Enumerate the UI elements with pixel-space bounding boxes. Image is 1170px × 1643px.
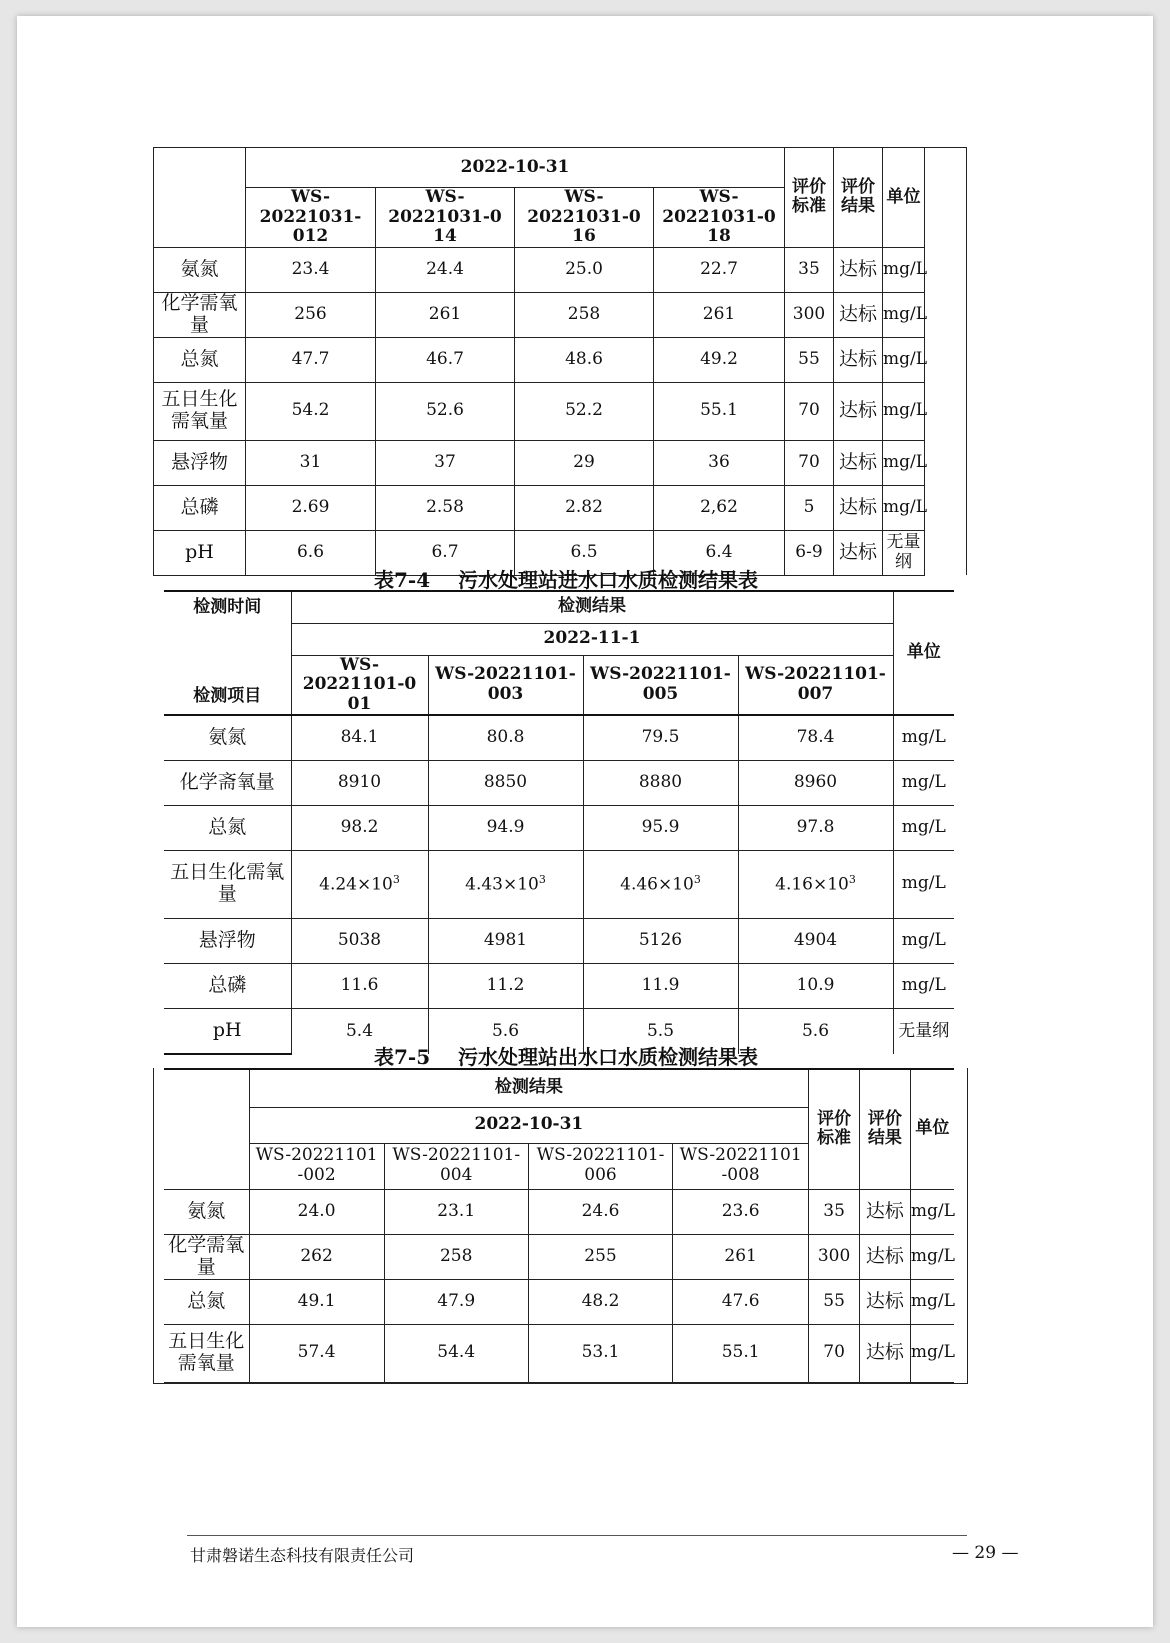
table-7-5-caption: 表7-5 污水处理站出水口水质检测结果表 [374, 1045, 758, 1069]
value-cell: 23.4 [246, 247, 376, 292]
unit-cell: mg/L [883, 382, 925, 440]
std-header: 评价 标准 [809, 1069, 860, 1189]
value-cell: 54.4 [384, 1324, 528, 1382]
table-row [164, 1189, 954, 1234]
standard-cell: 300 [785, 292, 834, 337]
standard-cell: 55 [785, 337, 834, 382]
value-cell: 8910 [291, 760, 428, 805]
unit-cell: mg/L [883, 292, 925, 337]
result-cell: 达标 [860, 1279, 911, 1324]
item-cell: 五日生化需氧 量 [164, 850, 291, 918]
value-cell: 5.6 [428, 1008, 583, 1054]
date-header: 2022-10-31 [246, 148, 785, 188]
value-cell: 11.6 [291, 963, 428, 1008]
table-row [164, 760, 954, 805]
result-cell: 达标 [834, 292, 883, 337]
value-cell: 4981 [428, 918, 583, 963]
table-row [164, 805, 954, 850]
date-header: 2022-10-31 [249, 1107, 809, 1143]
unit-cell: mg/L [893, 850, 954, 918]
sample-id-header: WS-20221031-0 18 [654, 188, 785, 248]
value-cell: 25.0 [515, 247, 654, 292]
value-cell: 10.9 [738, 963, 893, 1008]
result-header: 检测结果 [291, 591, 893, 623]
value-cell: 52.2 [515, 382, 654, 440]
table-row [164, 850, 954, 918]
item-cell: pH [154, 530, 246, 575]
value-cell: 6.4 [654, 530, 785, 575]
result-cell: 达标 [834, 247, 883, 292]
item-cell: 五日生化 需氧量 [164, 1324, 249, 1382]
table-7-4-inlet-water-quality [164, 590, 954, 1055]
value-cell: 78.4 [738, 715, 893, 760]
unit-cell: mg/L [910, 1234, 954, 1279]
standard-cell: 35 [785, 247, 834, 292]
value-cell: 262 [249, 1234, 384, 1279]
value-cell: 47.7 [246, 337, 376, 382]
table-continued-inlet-results [153, 147, 967, 576]
table-row [154, 382, 967, 440]
value-cell: 79.5 [583, 715, 738, 760]
value-cell: 8850 [428, 760, 583, 805]
date-header: 2022-11-1 [291, 623, 893, 655]
value-cell: 255 [528, 1234, 672, 1279]
item-cell: 化学斋氧量 [164, 760, 291, 805]
value-cell: 22.7 [654, 247, 785, 292]
value-cell: 258 [515, 292, 654, 337]
sample-id-header: WS-20221031- 012 [246, 188, 376, 248]
table-row [164, 918, 954, 963]
result-cell: 达标 [860, 1234, 911, 1279]
sample-id-header: WS-20221101-005 [583, 655, 738, 715]
value-cell: 6.6 [246, 530, 376, 575]
value-cell: 29 [515, 440, 654, 485]
result-cell: 达标 [860, 1189, 911, 1234]
value-cell: 261 [673, 1234, 809, 1279]
value-cell: 57.4 [249, 1324, 384, 1382]
value-cell: $4.24\times 10^3$ [291, 850, 428, 918]
value-cell: 97.8 [738, 805, 893, 850]
standard-cell: 55 [809, 1279, 860, 1324]
value-cell: 2.82 [515, 485, 654, 530]
value-cell: 256 [246, 292, 376, 337]
sample-id-header: WS-20221031-0 16 [515, 188, 654, 248]
unit-cell: mg/L [910, 1279, 954, 1324]
value-cell: 98.2 [291, 805, 428, 850]
value-cell: $4.16\times 10^3$ [738, 850, 893, 918]
value-cell: 6.7 [376, 530, 515, 575]
value-cell: 2.58 [376, 485, 515, 530]
value-cell: 24.4 [376, 247, 515, 292]
item-cell: 总氮 [164, 805, 291, 850]
value-cell: 31 [246, 440, 376, 485]
value-cell: 84.1 [291, 715, 428, 760]
value-cell: 11.2 [428, 963, 583, 1008]
unit-cell: 无量 纲 [883, 530, 925, 575]
value-cell: 5126 [583, 918, 738, 963]
unit-cell: mg/L [883, 485, 925, 530]
value-cell: 80.8 [428, 715, 583, 760]
corner-cell [164, 1069, 249, 1189]
value-cell: 5.6 [738, 1008, 893, 1054]
table-7-4-caption: 表7-4 污水处理站进水口水质检测结果表 [374, 568, 758, 592]
unit-cell: mg/L [883, 247, 925, 292]
sample-id-header: WS-20221101-0 01 [291, 655, 428, 715]
unit-header: 单位 [893, 591, 954, 715]
standard-cell: 5 [785, 485, 834, 530]
value-cell: 23.1 [384, 1189, 528, 1234]
time-item-header: 检测时间 检测项目 [164, 591, 291, 715]
sample-id-header: WS-20221101 -008 [673, 1143, 809, 1189]
table-row [154, 292, 967, 337]
item-cell: 氨氮 [164, 1189, 249, 1234]
value-cell: 8880 [583, 760, 738, 805]
value-cell: 4904 [738, 918, 893, 963]
page-number: — 29 — [952, 1543, 1019, 1563]
value-cell: 49.2 [654, 337, 785, 382]
item-cell: 氨氮 [154, 247, 246, 292]
corner-cell [154, 148, 246, 248]
table-row [154, 440, 967, 485]
value-cell: 95.9 [583, 805, 738, 850]
standard-cell: 300 [809, 1234, 860, 1279]
document-page [17, 16, 1153, 1627]
value-cell: 47.6 [673, 1279, 809, 1324]
value-cell: 2,62 [654, 485, 785, 530]
standard-cell: 70 [785, 382, 834, 440]
standard-cell: 35 [809, 1189, 860, 1234]
sample-id-header: WS-20221031-0 14 [376, 188, 515, 248]
value-cell: 258 [384, 1234, 528, 1279]
unit-cell: mg/L [910, 1324, 954, 1382]
value-cell: 54.2 [246, 382, 376, 440]
std-header: 评价 标准 [785, 148, 834, 248]
sample-id-header: WS-20221101-007 [738, 655, 893, 715]
item-cell: 总磷 [164, 963, 291, 1008]
table-row [164, 715, 954, 760]
table-row [164, 1234, 954, 1279]
unit-cell: mg/L [910, 1189, 954, 1234]
value-cell: 46.7 [376, 337, 515, 382]
table-row [164, 963, 954, 1008]
sample-id-header: WS-20221101 -002 [249, 1143, 384, 1189]
value-cell: $4.43\times 10^3$ [428, 850, 583, 918]
value-cell: 37 [376, 440, 515, 485]
value-cell: 48.6 [515, 337, 654, 382]
value-cell: 55.1 [654, 382, 785, 440]
item-cell: 悬浮物 [164, 918, 291, 963]
item-cell: 化学需氧 量 [154, 292, 246, 337]
result-header: 评价 结果 [834, 148, 883, 248]
table-row [154, 337, 967, 382]
value-cell: 5.4 [291, 1008, 428, 1054]
result-cell: 达标 [834, 337, 883, 382]
unit-cell: mg/L [893, 963, 954, 1008]
standard-cell: 70 [809, 1324, 860, 1382]
unit-cell: mg/L [893, 918, 954, 963]
table-row [154, 485, 967, 530]
item-cell: 氨氮 [164, 715, 291, 760]
result-eval-header: 评价 结果 [860, 1069, 911, 1189]
result-header: 检测结果 [249, 1069, 809, 1107]
item-cell: 总氮 [154, 337, 246, 382]
unit-cell: 无量纲 [893, 1008, 954, 1054]
result-cell: 达标 [834, 530, 883, 575]
value-cell: 5.5 [583, 1008, 738, 1054]
value-cell: 23.6 [673, 1189, 809, 1234]
unit-header: 单位 [883, 148, 925, 248]
standard-cell: 6-9 [785, 530, 834, 575]
item-cell: 五日生化 需氧量 [154, 382, 246, 440]
unit-cell: mg/L [893, 760, 954, 805]
value-cell: 24.0 [249, 1189, 384, 1234]
result-cell: 达标 [834, 440, 883, 485]
sample-id-header: WS-20221101- 004 [384, 1143, 528, 1189]
unit-cell: mg/L [883, 337, 925, 382]
value-cell: 53.1 [528, 1324, 672, 1382]
result-cell: 达标 [834, 485, 883, 530]
value-cell: 6.5 [515, 530, 654, 575]
footer-company: 甘肃磐诺生态科技有限责任公司 [190, 1546, 415, 1565]
item-cell: pH [164, 1008, 291, 1054]
unit-header: 单位 [910, 1069, 954, 1189]
value-cell: 11.9 [583, 963, 738, 1008]
item-cell: 总氮 [164, 1279, 249, 1324]
unit-cell: mg/L [883, 440, 925, 485]
unit-cell: mg/L [893, 805, 954, 850]
value-cell: $4.46\times 10^3$ [583, 850, 738, 918]
table-7-5-outlet-water-quality [164, 1068, 954, 1383]
value-cell: 49.1 [249, 1279, 384, 1324]
table-row [164, 1279, 954, 1324]
value-cell: 55.1 [673, 1324, 809, 1382]
sample-id-header: WS-20221101-003 [428, 655, 583, 715]
value-cell: 47.9 [384, 1279, 528, 1324]
value-cell: 5038 [291, 918, 428, 963]
value-cell: 261 [376, 292, 515, 337]
footer-rule [187, 1535, 967, 1536]
value-cell: 8960 [738, 760, 893, 805]
value-cell: 94.9 [428, 805, 583, 850]
value-cell: 36 [654, 440, 785, 485]
table-row [164, 1324, 954, 1382]
item-cell: 悬浮物 [154, 440, 246, 485]
result-cell: 达标 [860, 1324, 911, 1382]
sample-id-header: WS-20221101- 006 [528, 1143, 672, 1189]
value-cell: 261 [654, 292, 785, 337]
result-cell: 达标 [834, 382, 883, 440]
item-cell: 化学需氧 量 [164, 1234, 249, 1279]
value-cell: 52.6 [376, 382, 515, 440]
value-cell: 24.6 [528, 1189, 672, 1234]
standard-cell: 70 [785, 440, 834, 485]
value-cell: 48.2 [528, 1279, 672, 1324]
item-cell: 总磷 [154, 485, 246, 530]
unit-cell: mg/L [893, 715, 954, 760]
table-row [154, 247, 967, 292]
value-cell: 2.69 [246, 485, 376, 530]
